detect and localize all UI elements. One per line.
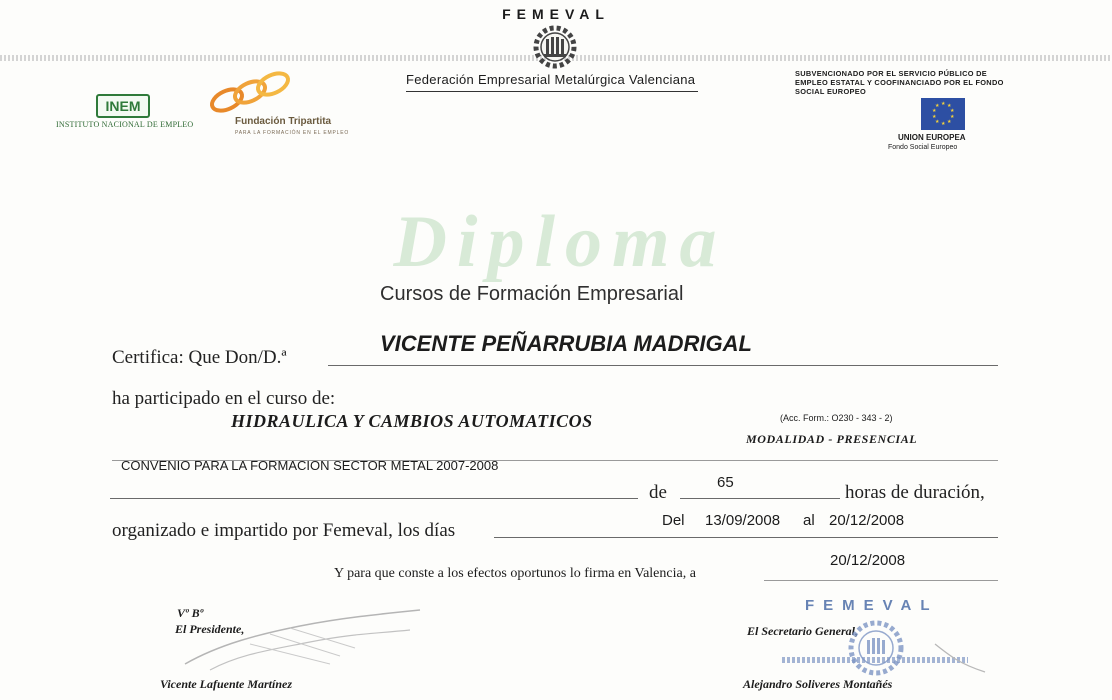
svg-text:★: ★ — [950, 114, 955, 120]
vb-label: Vº Bº — [177, 606, 204, 620]
svg-text:★: ★ — [950, 108, 955, 114]
federation-name: Federación Empresarial Metalúrgica Valenciana — [406, 72, 696, 87]
fundacion-name: Fundación Tripartita — [235, 116, 332, 127]
svg-text:★: ★ — [947, 119, 952, 125]
hours-line — [680, 498, 840, 499]
hours-value: 65 — [717, 474, 734, 491]
modalidad: MODALIDAD - PRESENCIAL — [746, 432, 918, 446]
inem-name: INSTITUTO NACIONAL DE EMPLEO — [56, 120, 194, 129]
femeval-stamp-icon — [846, 618, 906, 678]
diploma-watermark: Diploma — [393, 201, 727, 283]
eu-name: UNION EUROPEA — [898, 133, 966, 142]
sign-date-line — [764, 580, 998, 581]
svg-text:★: ★ — [932, 114, 937, 120]
eu-fund: Fondo Social Europeo — [888, 144, 958, 151]
hours-label: horas de duración, — [845, 482, 985, 503]
de-label: de — [649, 482, 667, 503]
secretary-name: Alejandro Soliveres Montañés — [743, 677, 893, 691]
femeval-gear-logo-icon — [532, 24, 578, 70]
president-signature-icon — [180, 604, 430, 676]
participated-label: ha participado en el curso de: — [112, 388, 336, 409]
svg-text:★: ★ — [935, 103, 940, 109]
sign-date: 20/12/2008 — [830, 552, 906, 569]
convenio-line — [110, 498, 638, 499]
svg-text:★: ★ — [947, 103, 952, 109]
convenio-text: CONVENIO PARA LA FORMACION SECTOR METAL 2007-2008 — [121, 458, 499, 473]
diploma-subtitle: Cursos de Formación Empresarial — [380, 283, 684, 305]
svg-text:★: ★ — [932, 108, 937, 114]
eu-flag-icon — [921, 98, 965, 130]
acc-form: (Acc. Form.: O230 - 343 - 2) — [780, 413, 893, 423]
federation-underline — [406, 91, 698, 92]
svg-text:★: ★ — [935, 119, 940, 125]
date-to: 20/12/2008 — [829, 512, 905, 529]
recipient-line — [328, 365, 998, 366]
femeval-header-title: FEMEVAL — [502, 6, 610, 22]
recipient-name: VICENTE PEÑARRUBIA MADRIGAL — [380, 331, 752, 356]
certifica-label: Certifica: Que Don/D.ª — [112, 347, 287, 368]
svg-text:★: ★ — [941, 101, 946, 107]
femeval-stamp-text: FEMEVAL — [805, 597, 939, 614]
fundacion-tagline: PARA LA FORMACIÓN EN EL EMPLEO — [235, 130, 350, 136]
del-label: Del — [662, 512, 685, 529]
svg-text:★: ★ — [941, 121, 946, 127]
secretary-signature-icon — [930, 636, 990, 676]
fundacion-tripartita-logo-icon — [205, 70, 295, 114]
subvencion-text: SUBVENCIONADO POR EL SERVICIO PÚBLICO DE EMPLEO ESTATAL Y COOFINANCIADO POR EL FONDO SOCIAL EUROPEO — [795, 69, 1004, 96]
closing-text: Y para que conste a los efectos oportunos lo firma en Valencia, a — [334, 566, 696, 581]
dates-line — [494, 537, 998, 538]
inem-logo-icon: INEM — [96, 94, 150, 118]
al-label: al — [803, 512, 815, 529]
organized-label: organizado e impartido por Femeval, los días — [112, 520, 456, 541]
president-role: El Presidente, — [175, 622, 245, 636]
date-from: 13/09/2008 — [705, 512, 781, 529]
secretary-role: El Secretario General, — [747, 624, 858, 638]
course-name: HIDRAULICA Y CAMBIOS AUTOMATICOS — [231, 411, 593, 431]
president-name: Vicente Lafuente Martínez — [160, 677, 292, 691]
